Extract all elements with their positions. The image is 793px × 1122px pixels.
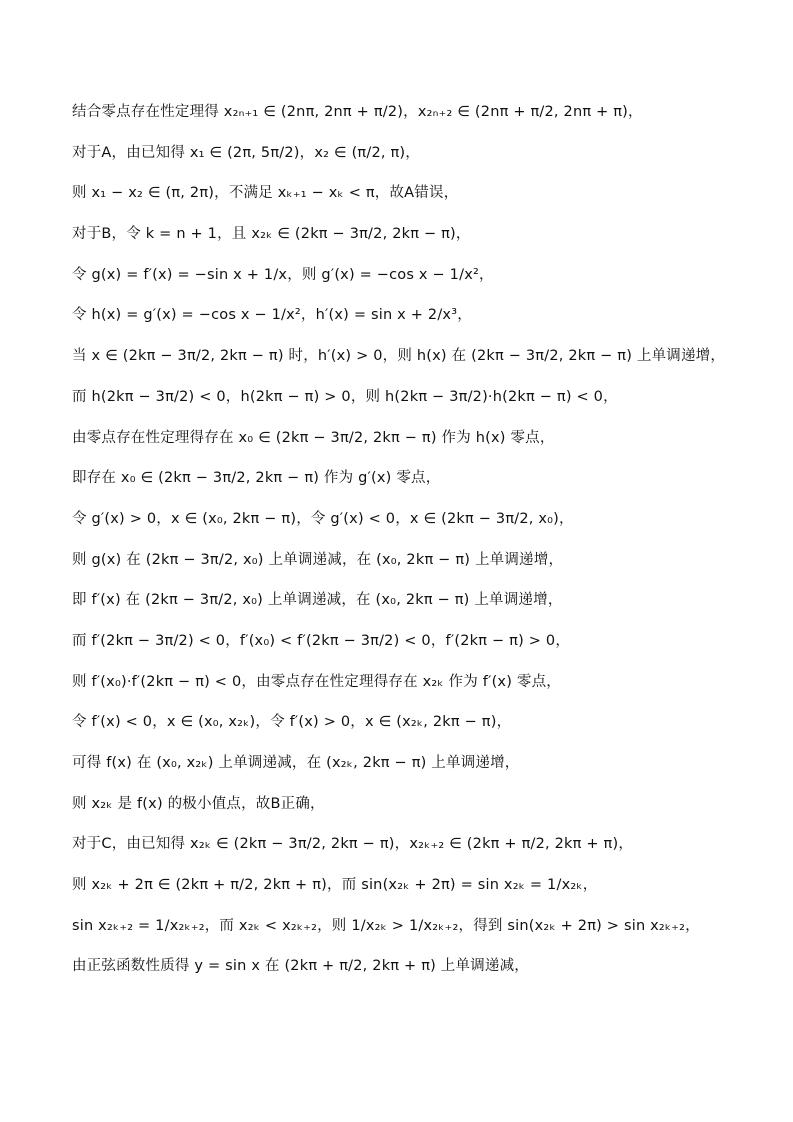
text-line: 则 x₁ − x₂ ∈ (π, 2π)，不满足 xₖ₊₁ − xₖ < π，故A错误，: [72, 185, 459, 202]
text-line: 而 f′(2kπ − 3π/2) < 0，f′(x₀) < f′(2kπ − 3π/2) < 0，f′(2kπ − π) > 0，: [72, 632, 571, 649]
text-line: 由正弦函数性质得 y = sin x 在 (2kπ + π/2, 2kπ + π) 上单调递减，: [72, 958, 529, 975]
text-line: 则 f′(x₀)·f′(2kπ − π) < 0，由零点存在性定理得存在 x₂ₖ 作为 f′(x) 零点，: [72, 673, 561, 690]
text-line: 可得 f(x) 在 (x₀, x₂ₖ) 上单调递减，在 (x₂ₖ, 2kπ − π) 上单调递增，: [72, 755, 520, 771]
text-line: 则 x₂ₖ + 2π ∈ (2kπ + π/2, 2kπ + π)，而 sin(x₂ₖ + 2π) = sin x₂ₖ = 1/x₂ₖ，: [72, 877, 598, 894]
text-line: 对于B，令 k = n + 1，且 x₂ₖ ∈ (2kπ − 3π/2, 2kπ − π)，: [72, 226, 471, 243]
text-line: 即存在 x₀ ∈ (2kπ − 3π/2, 2kπ − π) 作为 g′(x) 零点，: [72, 470, 441, 487]
text-line: 令 g′(x) > 0，x ∈ (x₀, 2kπ − π)，令 g′(x) < 0，x ∈ (2kπ − 3π/2, x₀)，: [72, 510, 574, 527]
text-line: 对于A，由已知得 x₁ ∈ (2π, 5π/2)，x₂ ∈ (π/2, π)，: [72, 144, 420, 161]
text-line: 而 h(2kπ − 3π/2) < 0，h(2kπ − π) > 0，则 h(2kπ − 3π/2)·h(2kπ − π) < 0，: [72, 388, 618, 405]
text-line: 对于C，由已知得 x₂ₖ ∈ (2kπ − 3π/2, 2kπ − π)，x₂ₖ₊₂ ∈ (2kπ + π/2, 2kπ + π)，: [72, 836, 634, 853]
text-line: sin x₂ₖ₊₂ = 1/x₂ₖ₊₂，而 x₂ₖ < x₂ₖ₊₂，则 1/x₂ₖ > 1/x₂ₖ₊₂，得到 sin(x₂ₖ + 2π) > sin x₂ₖ₊₂，: [72, 917, 700, 934]
text-line: 当 x ∈ (2kπ − 3π/2, 2kπ − π) 时，h′(x) > 0，则 h(x) 在 (2kπ − 3π/2, 2kπ − π) 上单调递增，: [72, 348, 726, 365]
text-line: 则 x₂ₖ 是 f(x) 的极小值点，故B正确，: [72, 795, 325, 812]
text-line: 则 g(x) 在 (2kπ − 3π/2, x₀) 上单调递减，在 (x₀, 2kπ − π) 上单调递增，: [72, 551, 564, 568]
text-line: 即 f′(x) 在 (2kπ − 3π/2, x₀) 上单调递减，在 (x₀, 2kπ − π) 上单调递增，: [72, 592, 563, 609]
solution-text: [72, 92, 732, 987]
text-line: 由零点存在性定理得存在 x₀ ∈ (2kπ − 3π/2, 2kπ − π) 作为 h(x) 零点，: [72, 429, 555, 446]
text-line: 令 f′(x) < 0，x ∈ (x₀, x₂ₖ)，令 f′(x) > 0，x ∈ (x₂ₖ, 2kπ − π)，: [72, 714, 512, 731]
text-line: 结合零点存在性定理得 x₂ₙ₊₁ ∈ (2nπ, 2nπ + π/2)，x₂ₙ₊₂ ∈ (2nπ + π/2, 2nπ + π)，: [72, 104, 643, 120]
text-line: 令 g(x) = f′(x) = −sin x + 1/x，则 g′(x) = −cos x − 1/x²，: [72, 266, 494, 283]
text-line: 令 h(x) = g′(x) = −cos x − 1/x²，h′(x) = sin x + 2/x³，: [72, 307, 472, 324]
